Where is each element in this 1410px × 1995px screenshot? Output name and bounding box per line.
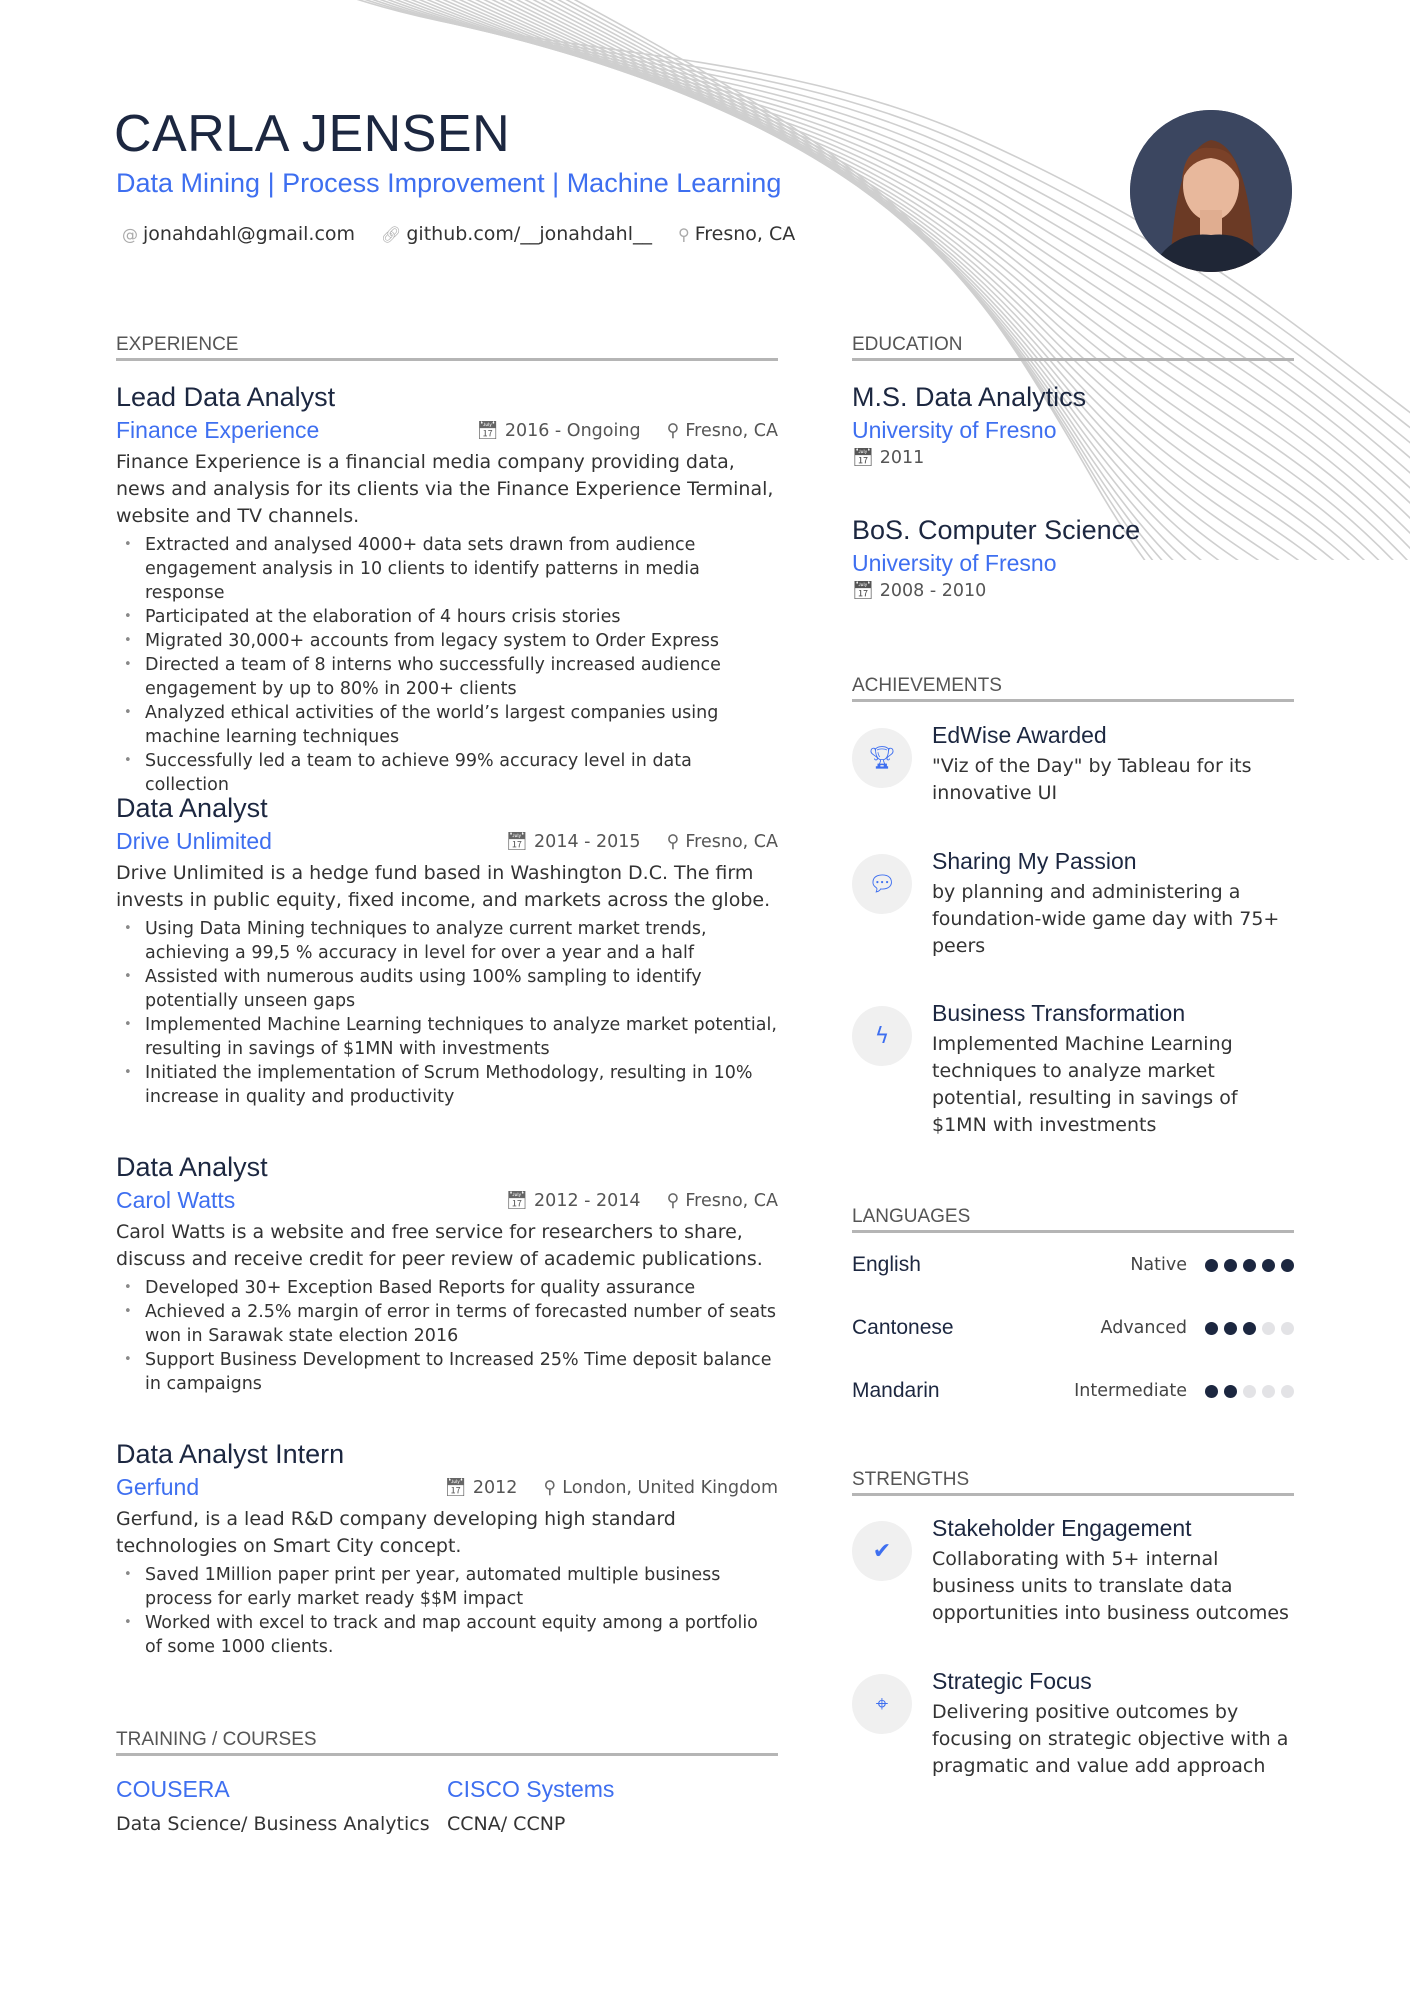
language-row	[852, 1313, 1294, 1343]
dates-text: 2016 - Ongoing	[504, 420, 641, 441]
dot-empty	[1281, 1322, 1294, 1335]
bullet-item: • Implemented Machine Learning techniques to analyze market potential, resulting in savings of $1MN with investments	[116, 1013, 778, 1061]
dot-filled	[1281, 1259, 1294, 1272]
text	[932, 1515, 1294, 1627]
language-name: Cantonese	[852, 1316, 954, 1339]
calendar-icon: 📅︎	[505, 831, 529, 852]
job-dates	[506, 1191, 641, 1211]
dot-empty	[1281, 1385, 1294, 1398]
bullet-item: • Initiated the implementation of Scrum Methodology, resulting in 10% increase in quality and productivity	[116, 1061, 778, 1109]
contact-github[interactable]	[381, 223, 652, 245]
company-name[interactable]: Drive Unlimited	[116, 828, 272, 854]
job-meta-row	[116, 828, 778, 855]
calendar-icon: 📅︎	[505, 1190, 529, 1211]
calendar-icon: 📅︎	[476, 420, 499, 441]
dot-filled	[1243, 1259, 1256, 1272]
location-text: Fresno, CA	[685, 831, 778, 852]
job-title: Data Analyst	[116, 1152, 268, 1182]
dates-text: 2014 - 2015	[534, 831, 641, 852]
job-meta-row	[116, 417, 778, 444]
achievement-item-title: EdWise Awarded	[932, 722, 1107, 748]
dates-text: 2012 - 2014	[534, 1190, 641, 1211]
language-level: Advanced	[1100, 1318, 1187, 1338]
job-entry	[116, 793, 778, 1109]
language-proficiency	[1130, 1255, 1294, 1275]
achievement-item-desc: Implemented Machine Learning techniques to analyze market potential, resulting in savings of $1MN with investments	[932, 1033, 1238, 1136]
job-location	[543, 1478, 778, 1498]
school-name[interactable]: University of Fresno	[852, 550, 1057, 576]
course-name: COUSERA	[116, 1776, 230, 1802]
language-proficiency	[1074, 1381, 1294, 1401]
bullet-item: • Successfully led a team to achieve 99% accuracy level in data collection	[116, 749, 778, 797]
dot-filled	[1224, 1322, 1237, 1335]
check-icon: ✔	[852, 1521, 912, 1581]
text	[932, 722, 1294, 807]
dot-filled	[1205, 1259, 1218, 1272]
job-meta-row	[116, 1187, 778, 1214]
bullet-list	[116, 1563, 778, 1659]
bullet-item: • Support Business Development to Increased 25% Time deposit balance in campaigns	[116, 1348, 778, 1396]
dot-filled	[1224, 1385, 1237, 1398]
bullet-item: • Developed 30+ Exception Based Reports for quality assurance	[116, 1276, 778, 1300]
trophy-icon: 🏆︎	[852, 728, 912, 788]
job-location	[667, 1191, 778, 1211]
education-dates	[852, 581, 1294, 601]
courses-list	[116, 1776, 778, 1835]
job-meta	[506, 1191, 778, 1211]
language-level: Native	[1130, 1255, 1187, 1275]
achievement-item-desc: "Viz of the Day" by Tableau for its innovative UI	[932, 755, 1252, 804]
education-entry	[852, 515, 1294, 601]
bullet-item: • Extracted and analysed 4000+ data sets drawn from audience engagement analysis in 10 clients to identify patterns in media response	[116, 533, 778, 605]
company-name[interactable]: Carol Watts	[116, 1187, 236, 1213]
education-heading: EDUCATION	[852, 334, 1294, 361]
location-icon: ⚲	[543, 1477, 557, 1498]
bullet-item: • Directed a team of 8 interns who successfully increased audience engagement by up to 80% in 200+ clients	[116, 653, 778, 701]
dates-text: 2008 - 2010	[879, 581, 987, 601]
job-location	[667, 832, 778, 852]
achievements-heading: ACHIEVEMENTS	[852, 675, 1294, 702]
dot-filled	[1205, 1322, 1218, 1335]
job-meta	[445, 1478, 778, 1498]
strength-item-desc: Collaborating with 5+ internal business units to translate data opportunities into business outcomes	[932, 1548, 1289, 1624]
course-item	[447, 1776, 778, 1835]
contact-row	[122, 223, 795, 245]
achievement-item	[852, 848, 1294, 960]
strength-item-title: Stakeholder Engagement	[932, 1515, 1192, 1541]
dot-empty	[1262, 1385, 1275, 1398]
language-name: Mandarin	[852, 1379, 940, 1402]
job-meta	[477, 421, 778, 441]
dot-filled	[1224, 1259, 1237, 1272]
proficiency-dots	[1205, 1385, 1294, 1398]
lightning-icon: ϟ	[852, 1006, 912, 1066]
location-icon: ⚲	[666, 420, 680, 441]
job-meta	[506, 832, 778, 852]
degree-title: BoS. Computer Science	[852, 515, 1141, 545]
location-icon: ⚲	[677, 224, 690, 244]
course-name: CISCO Systems	[447, 1776, 615, 1802]
achievement-item-title: Business Transformation	[932, 1000, 1186, 1026]
job-location	[667, 421, 778, 441]
strength-item	[852, 1668, 1294, 1780]
location-text: Fresno, CA	[694, 223, 796, 245]
location-icon: ⚲	[666, 831, 680, 852]
language-level: Intermediate	[1074, 1381, 1187, 1401]
course-item	[116, 1776, 447, 1835]
bullet-item: • Worked with excel to track and map account equity among a portfolio of some 1000 clients.	[116, 1611, 778, 1659]
job-entry	[116, 1439, 778, 1659]
at-icon: @	[122, 224, 138, 244]
degree-title: M.S. Data Analytics	[852, 382, 1087, 412]
achievement-item	[852, 722, 1294, 807]
bullet-list	[116, 533, 778, 797]
school-name[interactable]: University of Fresno	[852, 417, 1057, 443]
course-desc: CCNA/ CCNP	[447, 1813, 566, 1835]
dot-empty	[1262, 1322, 1275, 1335]
company-description: Carol Watts is a website and free service for researchers to share, discuss and receive credit for peer review of academic publications.	[116, 1221, 763, 1270]
job-title: Data Analyst	[116, 793, 268, 823]
email-text: jonahdahl@gmail.com	[143, 223, 356, 245]
job-dates	[477, 421, 641, 441]
company-name[interactable]: Finance Experience	[116, 417, 320, 443]
dot-filled	[1243, 1322, 1256, 1335]
education-entry	[852, 382, 1294, 468]
dates-text: 2011	[879, 448, 925, 468]
job-meta-row	[116, 1474, 778, 1501]
profile-photo	[1130, 110, 1292, 272]
company-description: Drive Unlimited is a hedge fund based in Washington D.C. The firm invests in public equity, fixed income, and markets across the globe.	[116, 862, 771, 911]
languages-heading: LANGUAGES	[852, 1206, 1294, 1233]
education-dates	[852, 448, 1294, 468]
strength-item	[852, 1515, 1294, 1627]
job-dates	[445, 1478, 518, 1498]
strength-item-desc: Delivering positive outcomes by focusing on strategic objective with a pragmatic and value add approach	[932, 1701, 1289, 1777]
text	[932, 1000, 1294, 1139]
location-text: Fresno, CA	[685, 420, 778, 441]
text	[932, 1668, 1294, 1780]
language-name: English	[852, 1253, 921, 1276]
language-row	[852, 1376, 1294, 1406]
bullet-item: • Participated at the elaboration of 4 hours crisis stories	[116, 605, 778, 629]
text	[932, 848, 1294, 960]
bullet-item: • Analyzed ethical activities of the world’s largest companies using machine learning techniques	[116, 701, 778, 749]
dot-filled	[1262, 1259, 1275, 1272]
calendar-icon: 📅︎	[852, 581, 880, 601]
strength-item-title: Strategic Focus	[932, 1668, 1092, 1694]
bullet-item: • Using Data Mining techniques to analyze current market trends, achieving a 99,5 % accuracy in level for over a year and a half	[116, 917, 778, 965]
proficiency-dots	[1205, 1322, 1294, 1335]
strengths-heading: STRENGTHS	[852, 1469, 1294, 1496]
training-heading: TRAINING / COURSES	[116, 1729, 778, 1756]
candidate-name: CARLA JENSEN	[114, 105, 511, 163]
language-row	[852, 1250, 1294, 1280]
job-dates	[506, 832, 641, 852]
dates-text: 2012	[472, 1477, 518, 1498]
bullet-item: • Migrated 30,000+ accounts from legacy system to Order Express	[116, 629, 778, 653]
bullet-item: • Assisted with numerous audits using 100% sampling to identify potentially unseen gaps	[116, 965, 778, 1013]
link-icon: 🔗︎	[381, 224, 402, 244]
company-description: Finance Experience is a financial media company providing data, news and analysis for its clients via the Finance Experience Terminal, website and TV channels.	[116, 451, 774, 527]
experience-heading: EXPERIENCE	[116, 334, 778, 361]
bullet-list	[116, 917, 778, 1109]
job-title: Lead Data Analyst	[116, 382, 336, 412]
location-icon: ⚲	[666, 1190, 680, 1211]
language-proficiency	[1101, 1318, 1294, 1338]
dot-filled	[1205, 1385, 1218, 1398]
job-title: Data Analyst Intern	[116, 1439, 345, 1469]
proficiency-dots	[1205, 1259, 1294, 1272]
speech-bubble-icon: 💬︎	[852, 854, 912, 914]
bullet-item: • Achieved a 2.5% margin of error in terms of forecasted number of seats won in Sarawak state election 2016	[116, 1300, 778, 1348]
achievement-item-desc: by planning and administering a foundation-wide game day with 75+ peers	[932, 881, 1280, 957]
headline: Data Mining | Process Improvement | Machine Learning	[116, 168, 782, 198]
bullet-list	[116, 1276, 778, 1396]
dot-empty	[1243, 1385, 1256, 1398]
job-entry	[116, 382, 778, 797]
calendar-icon: 📅︎	[444, 1477, 467, 1498]
achievement-item-title: Sharing My Passion	[932, 848, 1137, 874]
crosshair-icon: ⌖	[852, 1674, 912, 1734]
bullet-item: • Saved 1Million paper print per year, automated multiple business process for early market ready $$M impact	[116, 1563, 778, 1611]
location-text: London, United Kingdom	[562, 1477, 778, 1498]
company-name[interactable]: Gerfund	[116, 1474, 200, 1500]
contact-email[interactable]	[122, 223, 355, 245]
github-text: github.com/__jonahdahl__	[406, 223, 652, 245]
calendar-icon: 📅︎	[852, 448, 880, 468]
achievement-item	[852, 1000, 1294, 1139]
course-desc: Data Science/ Business Analytics	[116, 1813, 430, 1835]
location-text: Fresno, CA	[685, 1190, 778, 1211]
job-entry	[116, 1152, 778, 1396]
contact-location	[678, 223, 795, 245]
company-description: Gerfund, is a lead R&D company developing high standard technologies on Smart City concept.	[116, 1508, 676, 1557]
